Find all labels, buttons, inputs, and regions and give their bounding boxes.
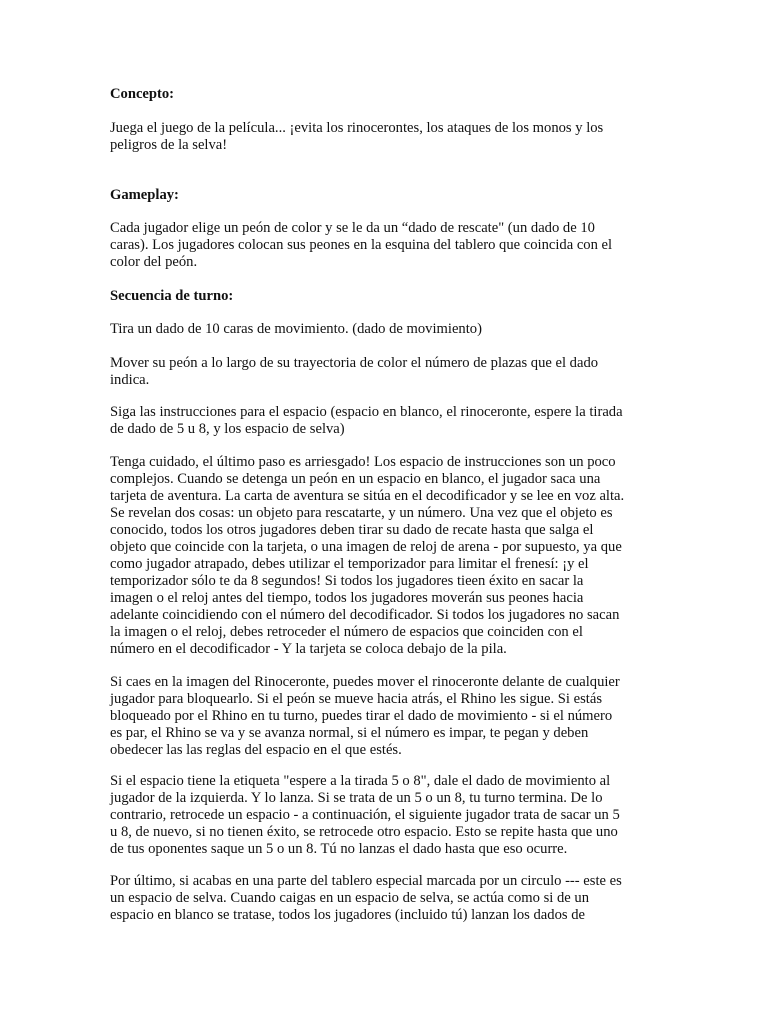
turno-paragraph-1: Tira un dado de 10 caras de movimiento. (dado de movimiento): [110, 321, 482, 337]
turno-paragraph-5: Si caes en la imagen del Rinoceronte, puedes mover el rinoceronte delante de cualquier jugador para bloquearlo. Si el peón se mueve hacia atrás, el Rhino les sigue. Si estás bloqueado por el Rhino en tu turno, puedes tirar el dado de movimiento - si el número es par, el Rhino se va y se avanza normal, si el número es impar, te pegan y deben obedecer las las reglas del espacio en el que estés.: [110, 674, 620, 758]
turno-paragraph-4: Tenga cuidado, el último paso es arriesgado! Los espacio de instrucciones son un poco complejos. Cuando se detenga un peón en un espacio en blanco, el jugador saca una tarjeta de aventura. La carta de aventura se sitúa en el decodificador y se lee en voz alta. Se revelan dos cosas: un objeto para rescatarte, y un número. Una vez que el objeto es conocido, todos los otros jugadores deben tirar su dado de recate hasta que salga el objeto que coincide con la tarjeta, o una imagen de reloj de arena - por supuesto, ya que como jugador atrapado, debes utilizar el temporizador para limitar el frenesí: ¡y el temporizador sólo te da 8 segundos! Si todos los jugadores tieen éxito en sacar la imagen o el reloj antes del tiempo, todos los jugadores moverán sus peones hacia adelante coincidiendo con el número del decodificador. Si todos los jugadores no sacan la imagen o el reloj, debes retroceder el número de espacios que coinciden con el número en el decodificador - Y la tarjeta se coloca debajo de la pila.: [110, 454, 625, 657]
gameplay-paragraph: Cada jugador elige un peón de color y se le da un “dado de rescate" (un dado de 10 caras). Los jugadores colocan sus peones en la esquina del tablero que coincida con el color del peón.: [110, 220, 613, 270]
turno-paragraph-2: Mover su peón a lo largo de su trayectoria de color el número de plazas que el dado indica.: [110, 355, 599, 388]
concepto-paragraph: Juega el juego de la película... ¡evita los rinocerontes, los ataques de los monos y los peligros de la selva!: [110, 120, 604, 153]
turno-paragraph-3: Siga las instrucciones para el espacio (espacio en blanco, el rinoceronte, espere la tirada de dado de 5 u 8, y los espacio de selva): [110, 404, 623, 437]
concepto-heading: Concepto:: [110, 86, 175, 102]
turno-paragraph-6: Si el espacio tiene la etiqueta "espere a la tirada 5 o 8", dale el dado de movimiento al jugador de la izquierda. Y lo lanza. Si se trata de un 5 o un 8, tu turno termina. De lo contrario, retrocede un espacio - a continuación, el siguiente jugador trata de sacar un 5 u 8, de nuevo, si no tienen éxito, se retrocede otro espacio. Esto se repite hasta que uno de tus oponentes saque un 5 o un 8. Tú no lanzas el dado hasta que eso ocurre.: [110, 773, 620, 857]
gameplay-heading: Gameplay:: [110, 187, 179, 203]
turno-heading: Secuencia de turno:: [110, 288, 234, 304]
turno-paragraph-7: Por último, si acabas en una parte del tablero especial marcada por un circulo --- este es un espacio de selva. Cuando caigas en un espacio de selva, se actúa como si de un espacio en blanco se tratase, todos los jugadores (incluido tú) lanzan los dados de: [110, 873, 622, 923]
